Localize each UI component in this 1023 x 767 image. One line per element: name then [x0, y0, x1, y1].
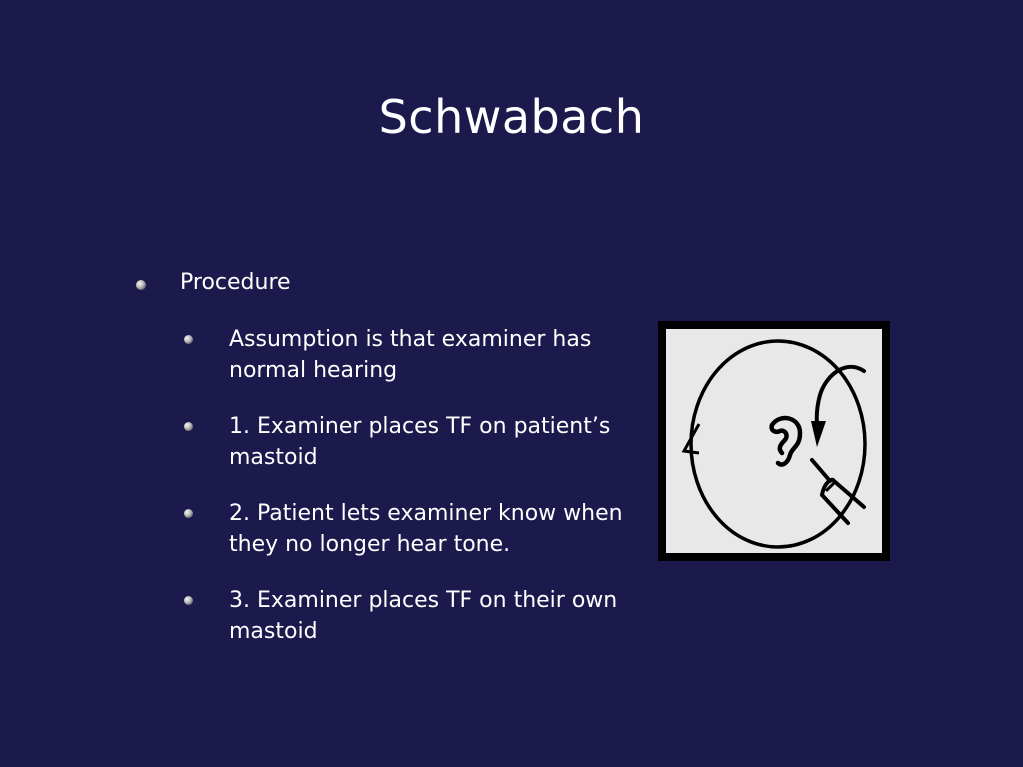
head-ear-tuning-fork-icon [666, 329, 882, 553]
bullet-item-step-3 [229, 585, 661, 647]
bullet-text: 2. Patient lets examiner know when they no longer hear tone. [229, 501, 623, 557]
bullet-icon [136, 280, 146, 290]
bullet-text: Procedure [180, 270, 291, 295]
bullet-item-step-1 [229, 411, 661, 473]
bullet-item-step-2 [229, 498, 661, 560]
bullet-text: 3. Examiner places TF on their own mastoid [229, 588, 618, 644]
bullet-item-procedure [180, 267, 640, 298]
bullet-item-assumption [229, 324, 661, 386]
bullet-icon [184, 596, 193, 605]
bullet-icon [184, 335, 193, 344]
bullet-icon [184, 422, 193, 431]
slide-title: Schwabach [378, 90, 645, 144]
bullet-text: 1. Examiner places TF on patient’s mastoid [229, 414, 611, 470]
schwabach-figure [658, 321, 890, 561]
bullet-icon [184, 509, 193, 518]
bullet-text: Assumption is that examiner has normal hearing [229, 327, 592, 383]
